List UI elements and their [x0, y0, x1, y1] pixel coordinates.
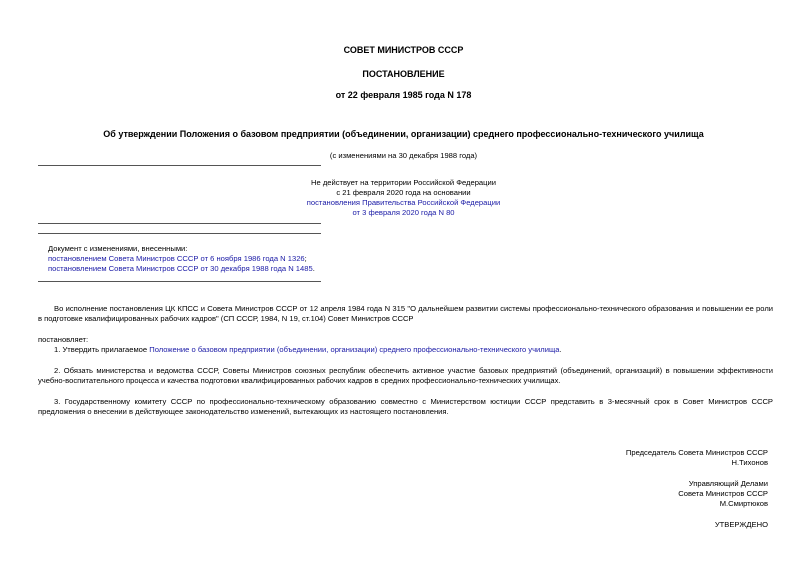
regulation-link[interactable]: Положение о базовом предприятии (объединении, организации) среднего профессионально-технического училища	[149, 345, 560, 354]
status-link-2[interactable]: от 3 февраля 2020 года N 80	[352, 208, 455, 217]
divider	[38, 281, 321, 282]
document-date-number: от 22 февраля 1985 года N 178	[335, 90, 472, 100]
preamble-paragraph: Во исполнение постановления ЦК КПСС и Совета Министров СССР от 12 апреля 1984 года N 315 "О дальнейшем развитии системы профессионально-технического образования и повышении ее роли в подготовке квалифицированных рабочих кадров" (СП СССР, 1984, N 19, ст.104) Совет Министров СССР	[38, 304, 773, 323]
status-line-1: Не действует на территории Российской Федерации	[311, 178, 496, 187]
document-title: Об утверждении Положения о базовом предприятии (объединении, организации) среднего профессионально-технического училища	[103, 129, 704, 139]
changes-intro: Документ с изменениями, внесенными:	[48, 244, 188, 253]
document-type: ПОСТАНОВЛЕНИЕ	[362, 69, 445, 79]
divider	[38, 223, 321, 224]
status-link-1[interactable]: постановления Правительства Российской Федерации	[306, 198, 501, 207]
approved-label: УТВЕРЖДЕНО	[714, 520, 768, 529]
item-2-paragraph: 2. Обязать министерства и ведомства СССР, Советы Министров союзных республик обеспечить активное участие базовых предприятий (объединений, организаций) в повышении эффективности учебно-воспитательного процесса и качества подготовки квалифицированных рабочих кадров в средних профессионально-технических училищах.	[38, 366, 773, 385]
manager-title-2: Совета Министров СССР	[678, 489, 768, 498]
changes-link-1[interactable]: постановлением Совета Министров СССР от 6 ноября 1986 года N 1326	[48, 254, 305, 263]
manager-title-1: Управляющий Делами	[688, 479, 768, 488]
chair-name: Н.Тихонов	[731, 458, 768, 467]
divider	[38, 233, 321, 234]
status-block	[200, 178, 607, 218]
changes-item: постановлением Совета Министров СССР от 30 декабря 1988 года N 1485.	[48, 264, 315, 273]
chair-title: Председатель Совета Министров СССР	[625, 448, 768, 457]
item-1-paragraph: 1. Утвердить прилагаемое Положение о базовом предприятии (объединении, организации) среднего профессионально-технического училища.	[54, 345, 562, 354]
divider	[38, 165, 321, 166]
decrees-label: постановляет:	[38, 335, 89, 344]
changes-block	[48, 244, 448, 274]
amendments-note: (с изменениями на 30 декабря 1988 года)	[329, 151, 478, 160]
item-3-paragraph: 3. Государственному комитету СССР по профессионально-техническому образованию совместно с Министерством юстиции СССР представить в 3-месячный срок в Совет Министров СССР предложения о внесении в действующее законодательство изменений, вытекающих из настоящего постановления.	[38, 397, 773, 416]
changes-link-2[interactable]: постановлением Совета Министров СССР от 30 декабря 1988 года N 1485	[48, 264, 313, 273]
chair-signature	[500, 448, 768, 468]
manager-name: М.Смиртюков	[719, 499, 768, 508]
status-line-2: с 21 февраля 2020 года на основании	[336, 188, 471, 197]
manager-signature	[500, 479, 768, 509]
changes-item: постановлением Совета Министров СССР от 6 ноября 1986 года N 1326;	[48, 254, 307, 263]
council-heading: СОВЕТ МИНИСТРОВ СССР	[343, 45, 464, 55]
